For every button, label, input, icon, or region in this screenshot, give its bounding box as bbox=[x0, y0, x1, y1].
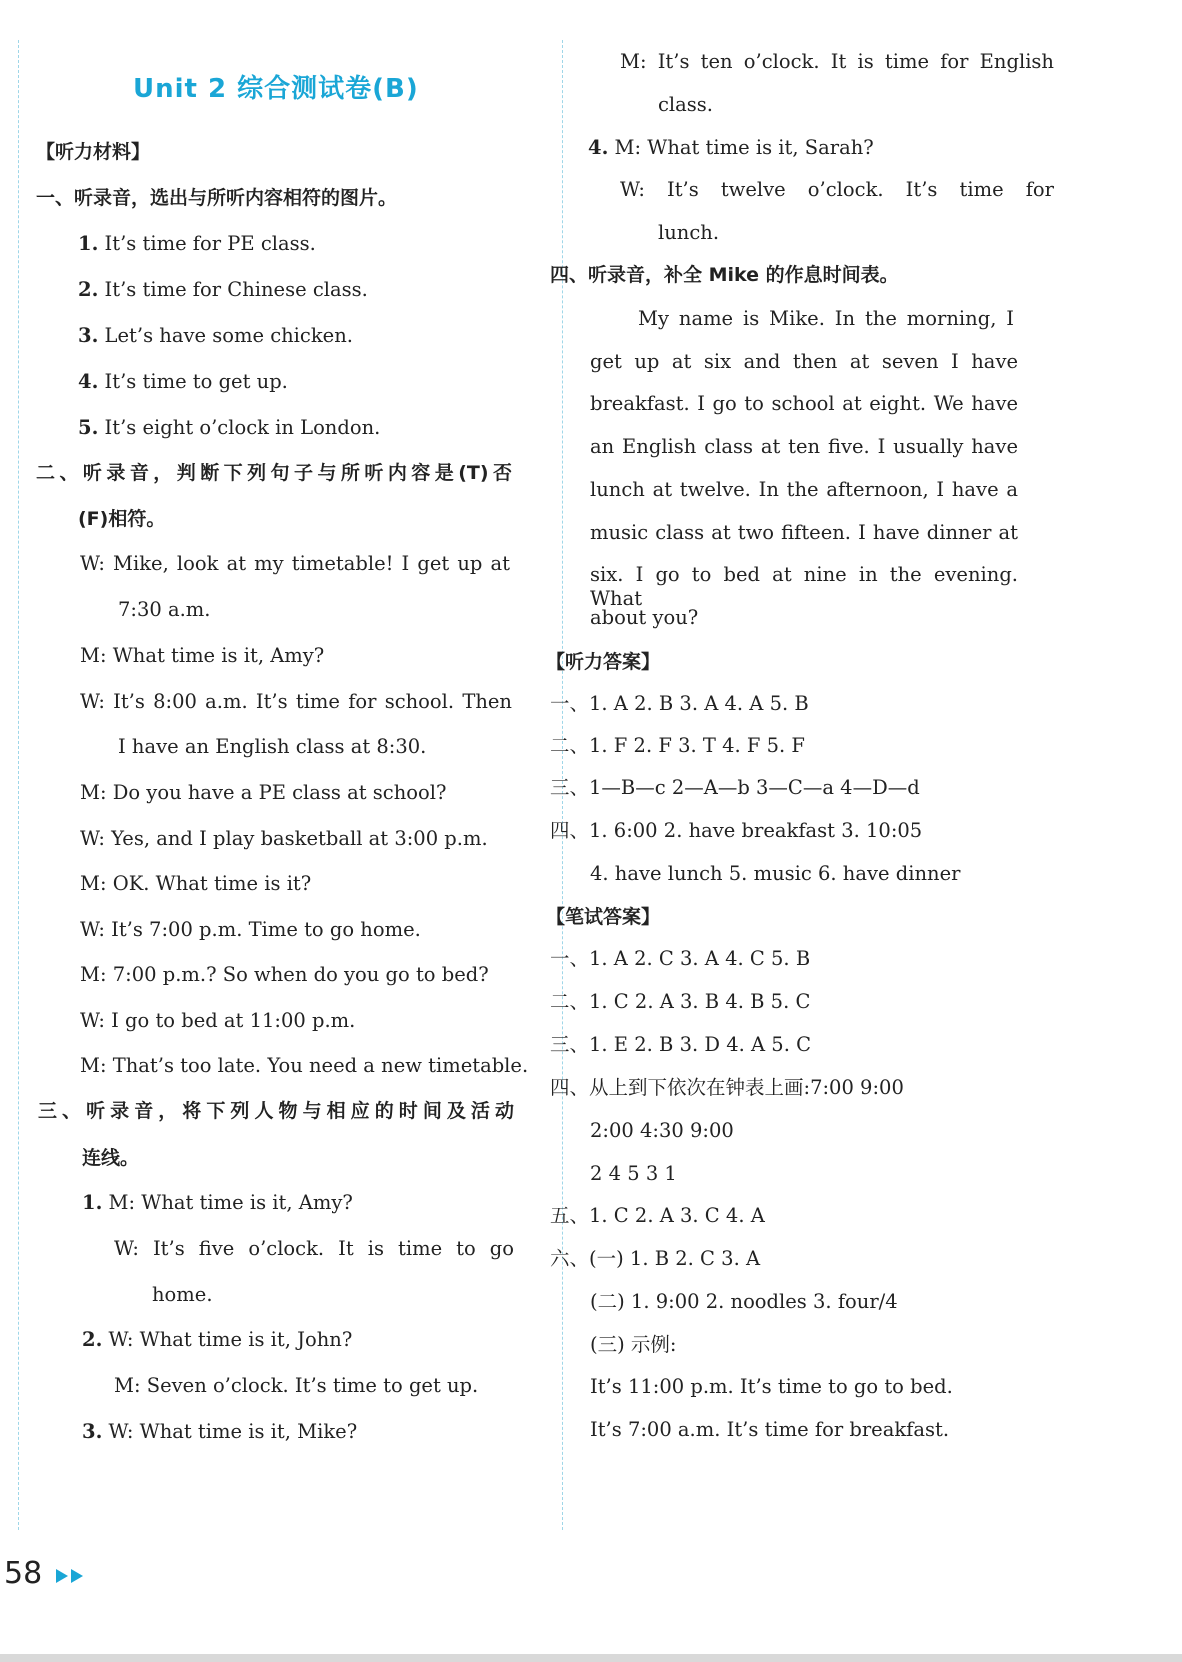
text-line bbox=[80, 552, 510, 576]
line-text: (F)相符。 bbox=[78, 508, 166, 530]
text-line bbox=[590, 521, 1018, 545]
text-line bbox=[550, 1247, 760, 1271]
section-heading bbox=[550, 263, 899, 287]
text-line bbox=[80, 644, 324, 668]
text-line bbox=[658, 93, 713, 117]
line-text: an English class at ten five. I usually have bbox=[590, 435, 1018, 458]
text-line bbox=[550, 734, 805, 758]
line-text: (三) 示例: bbox=[590, 1333, 677, 1356]
text-line bbox=[588, 136, 874, 160]
text-line bbox=[82, 1328, 352, 1352]
line-text: Let’s have some chicken. bbox=[98, 324, 353, 347]
text-line bbox=[550, 1033, 811, 1057]
line-text: home. bbox=[152, 1283, 213, 1306]
section-heading bbox=[36, 140, 150, 164]
line-text: 三、听录音，将下列人物与相应的时间及活动 bbox=[38, 1100, 514, 1122]
text-line bbox=[550, 947, 810, 971]
section-heading bbox=[82, 1146, 139, 1170]
item-number: 3. bbox=[78, 324, 99, 347]
text-line bbox=[80, 690, 512, 714]
left-margin-rule bbox=[18, 40, 19, 1530]
text-line bbox=[590, 606, 698, 630]
line-text: M: What time is it, Amy? bbox=[102, 1191, 353, 1214]
text-line bbox=[118, 735, 426, 759]
line-text: 四、从上到下依次在钟表上画:7:00 9:00 bbox=[550, 1076, 904, 1099]
line-text: breakfast. I go to school at eight. We have bbox=[590, 392, 1018, 415]
text-line bbox=[114, 1374, 478, 1398]
line-text: It’s time to get up. bbox=[98, 370, 288, 393]
item-number: 1. bbox=[78, 232, 99, 255]
bottom-bar bbox=[0, 1654, 1182, 1662]
text-line bbox=[82, 1420, 357, 1444]
line-text: 【听力材料】 bbox=[36, 141, 151, 163]
line-text: 2 4 5 3 1 bbox=[590, 1162, 677, 1185]
line-text: 2:00 4:30 9:00 bbox=[590, 1119, 734, 1142]
text-line bbox=[82, 1191, 353, 1215]
line-text: W: What time is it, Mike? bbox=[102, 1420, 358, 1443]
line-text: It’s time for PE class. bbox=[98, 232, 316, 255]
line-text: music class at two fifteen. I have dinner at bbox=[590, 521, 1018, 544]
line-text: M: 7:00 p.m.? So when do you go to bed? bbox=[80, 963, 489, 986]
line-text: W: Yes, and I play basketball at 3:00 p.m. bbox=[80, 827, 488, 850]
line-text: 【笔试答案】 bbox=[546, 906, 661, 928]
item-number: 4. bbox=[588, 136, 609, 159]
text-line bbox=[550, 1204, 765, 1228]
item-number: 1. bbox=[82, 1191, 103, 1214]
text-line bbox=[114, 1237, 514, 1261]
line-text: 一、1. A 2. B 3. A 4. A 5. B bbox=[550, 692, 809, 715]
line-text: W: It’s 7:00 p.m. Time to go home. bbox=[80, 918, 421, 941]
line-text: M: Seven o’clock. It’s time to get up. bbox=[114, 1374, 479, 1397]
text-line bbox=[590, 1418, 949, 1442]
text-line bbox=[550, 692, 809, 716]
line-text: M: It’s ten o’clock. It is time for English bbox=[620, 50, 1054, 73]
line-text: 【听力答案】 bbox=[546, 651, 661, 673]
line-text: six. I go to bed at nine in the evening. What bbox=[590, 563, 1018, 610]
line-text: 三、1—B—c 2—A—b 3—C—a 4—D—d bbox=[550, 776, 920, 799]
item-number: 3. bbox=[82, 1420, 103, 1443]
line-text: It’s eight o’clock in London. bbox=[98, 416, 381, 439]
line-text: about you? bbox=[590, 606, 699, 629]
line-text: 连线。 bbox=[82, 1147, 140, 1169]
line-text: lunch. bbox=[658, 221, 720, 244]
page-number: 58 bbox=[4, 1556, 43, 1591]
line-text: 四、1. 6:00 2. have breakfast 3. 10:05 bbox=[550, 819, 923, 842]
text-line bbox=[78, 278, 368, 302]
text-line bbox=[590, 1333, 676, 1357]
text-line bbox=[80, 872, 311, 896]
text-line bbox=[118, 598, 211, 622]
text-line bbox=[590, 563, 1018, 611]
text-line bbox=[590, 862, 960, 886]
section-heading bbox=[36, 461, 512, 485]
line-text: 4. have lunch 5. music 6. have dinner bbox=[590, 862, 961, 885]
line-text: 二、1. F 2. F 3. T 4. F 5. F bbox=[550, 734, 805, 757]
section-heading bbox=[546, 650, 660, 674]
line-text: class. bbox=[658, 93, 713, 116]
line-text: 二、听录音，判断下列句子与所听内容是(T)否 bbox=[36, 462, 512, 484]
line-text: M: What time is it, Amy? bbox=[80, 644, 325, 667]
page-title: Unit 2 综合测试卷(B) bbox=[133, 74, 419, 104]
item-number: 2. bbox=[78, 278, 99, 301]
text-line bbox=[78, 416, 380, 440]
text-line bbox=[80, 918, 421, 942]
text-line bbox=[80, 1054, 528, 1078]
text-line bbox=[80, 781, 446, 805]
text-line bbox=[590, 1290, 898, 1314]
text-line bbox=[590, 478, 1018, 502]
line-text: It’s 11:00 p.m. It’s time to go to bed. bbox=[590, 1375, 953, 1398]
line-text: 六、(一) 1. B 2. C 3. A bbox=[550, 1247, 761, 1270]
text-line bbox=[620, 50, 1054, 74]
line-text: (二) 1. 9:00 2. noodles 3. four/4 bbox=[590, 1290, 898, 1313]
item-number: 2. bbox=[82, 1328, 103, 1351]
line-text: M: What time is it, Sarah? bbox=[608, 136, 874, 159]
line-text: 三、1. E 2. B 3. D 4. A 5. C bbox=[550, 1033, 812, 1056]
text-line bbox=[590, 435, 1018, 459]
text-line bbox=[590, 1162, 677, 1186]
text-line bbox=[78, 324, 353, 348]
line-text: It’s 7:00 a.m. It’s time for breakfast. bbox=[590, 1418, 950, 1441]
text-line bbox=[550, 990, 810, 1014]
text-line bbox=[152, 1283, 213, 1307]
line-text: lunch at twelve. In the afternoon, I have a bbox=[590, 478, 1018, 501]
text-line bbox=[590, 392, 1018, 416]
line-text: M: Do you have a PE class at school? bbox=[80, 781, 447, 804]
line-text: W: It’s 8:00 a.m. It’s time for school. Then bbox=[80, 690, 512, 713]
line-text: 二、1. C 2. A 3. B 4. B 5. C bbox=[550, 990, 811, 1013]
item-number: 4. bbox=[78, 370, 99, 393]
line-text: 四、听录音，补全 Mike 的作息时间表。 bbox=[550, 264, 899, 286]
section-heading bbox=[36, 186, 397, 210]
line-text: W: I go to bed at 11:00 p.m. bbox=[80, 1009, 356, 1032]
text-line bbox=[590, 1119, 734, 1143]
text-line bbox=[590, 350, 1018, 374]
text-line bbox=[78, 370, 288, 394]
line-text: get up at six and then at seven I have bbox=[590, 350, 1018, 373]
line-text: M: OK. What time is it? bbox=[80, 872, 312, 895]
section-heading bbox=[38, 1099, 514, 1123]
line-text: W: Mike, look at my timetable! I get up at bbox=[80, 552, 510, 575]
text-line bbox=[658, 221, 719, 245]
line-text: 一、1. A 2. C 3. A 4. C 5. B bbox=[550, 947, 811, 970]
text-line bbox=[550, 776, 920, 800]
text-line bbox=[638, 307, 1014, 331]
text-line bbox=[80, 1009, 355, 1033]
line-text: 一、听录音，选出与所听内容相符的图片。 bbox=[36, 187, 398, 209]
section-heading bbox=[546, 905, 660, 929]
line-text: 7:30 a.m. bbox=[118, 598, 211, 621]
text-line bbox=[550, 1076, 904, 1100]
text-line bbox=[80, 963, 489, 987]
text-line bbox=[78, 232, 316, 256]
text-line bbox=[80, 827, 488, 851]
section-heading bbox=[78, 507, 165, 531]
line-text: I have an English class at 8:30. bbox=[118, 735, 427, 758]
next-page-arrows-icon bbox=[56, 1568, 86, 1587]
line-text: W: What time is it, John? bbox=[102, 1328, 353, 1351]
text-line bbox=[550, 819, 922, 843]
item-number: 5. bbox=[78, 416, 99, 439]
text-line bbox=[590, 1375, 953, 1399]
line-text: W: It’s twelve o’clock. It’s time for bbox=[620, 178, 1054, 201]
line-text: It’s time for Chinese class. bbox=[98, 278, 368, 301]
line-text: W: It’s five o’clock. It is time to go bbox=[114, 1237, 514, 1260]
line-text: My name is Mike. In the morning, I bbox=[638, 307, 1014, 330]
line-text: M: That’s too late. You need a new timetable. bbox=[80, 1054, 529, 1077]
line-text: 五、1. C 2. A 3. C 4. A bbox=[550, 1204, 765, 1227]
text-line bbox=[620, 178, 1054, 202]
